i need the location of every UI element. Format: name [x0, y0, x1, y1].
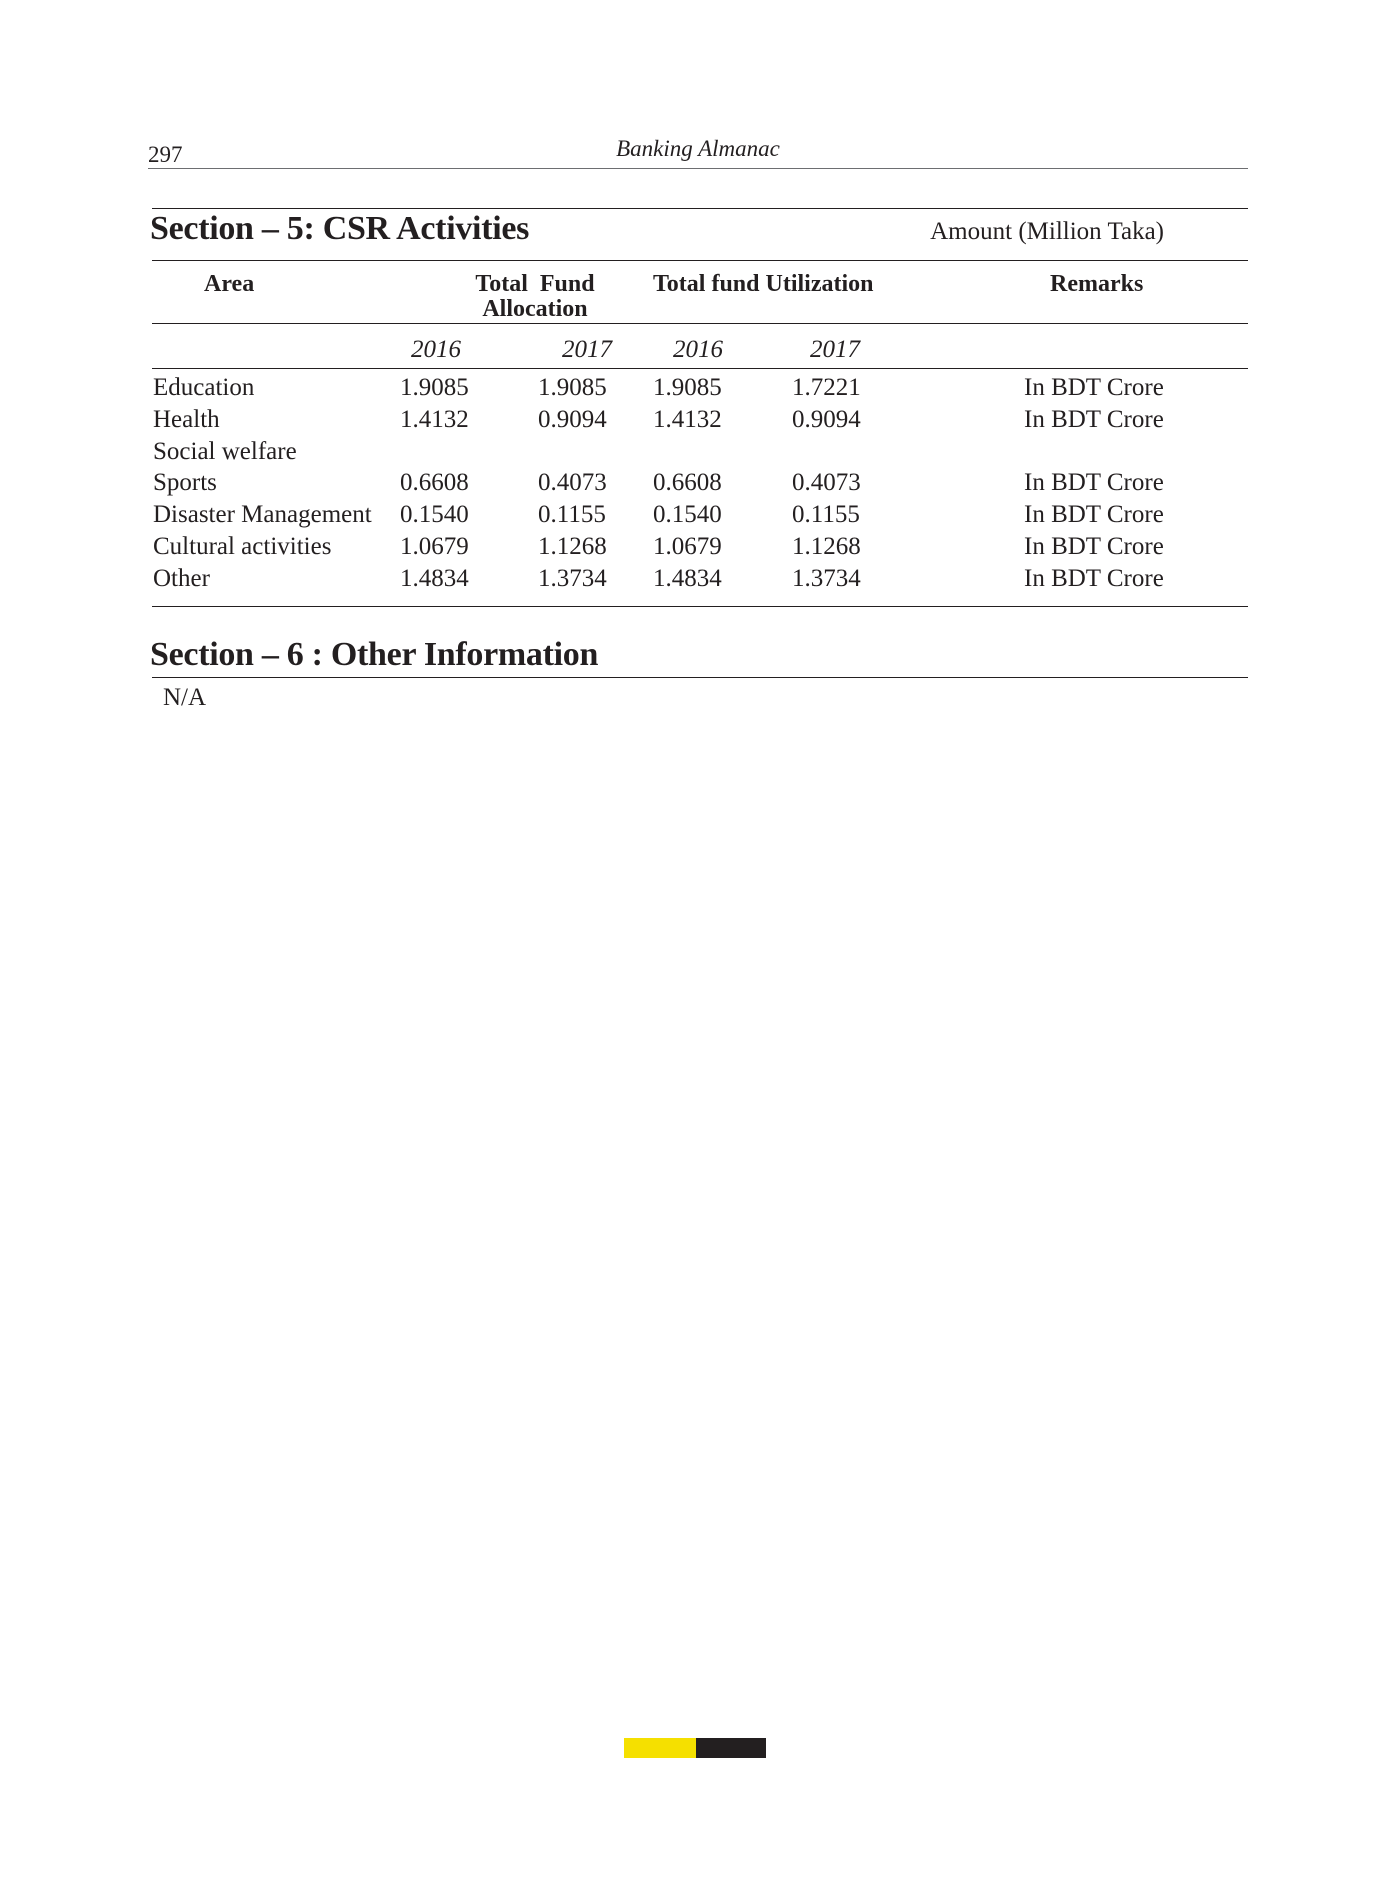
column-header-allocation-line1: Total Fund — [475, 271, 595, 297]
cell-utilization-2016: 1.4132 — [653, 405, 722, 433]
cell-area: Other — [153, 564, 210, 592]
cell-remarks: In BDT Crore — [1024, 469, 1164, 497]
cell-remarks: In BDT Crore — [1024, 374, 1164, 401]
cell-allocation-2017: 1.9085 — [538, 374, 607, 401]
cell-area: Disaster Management — [153, 501, 372, 529]
column-header-utilization: Total fund Utilization — [653, 271, 874, 297]
table-row — [0, 565, 1400, 597]
cell-allocation-2016: 1.4132 — [400, 405, 469, 433]
cell-utilization-2016: 0.1540 — [653, 501, 722, 529]
footer-color-bar-black — [696, 1738, 766, 1758]
cell-allocation-2016: 0.1540 — [400, 501, 469, 529]
table-row — [0, 533, 1400, 565]
year-allocation-2017: 2017 — [562, 336, 612, 363]
cell-utilization-2016: 1.4834 — [653, 564, 722, 592]
table-row — [0, 438, 1400, 470]
year-utilization-2017: 2017 — [810, 336, 860, 363]
cell-allocation-2016: 1.0679 — [400, 532, 469, 560]
running-title: Banking Almanac — [616, 136, 780, 161]
cell-remarks: In BDT Crore — [1024, 501, 1164, 529]
year-allocation-2016: 2016 — [411, 336, 461, 363]
table-row — [0, 406, 1400, 438]
table-row — [0, 469, 1400, 501]
cell-allocation-2016: 1.9085 — [400, 374, 469, 401]
year-utilization-2016: 2016 — [673, 336, 723, 363]
cell-area: Sports — [153, 469, 217, 497]
cell-remarks: In BDT Crore — [1024, 564, 1164, 592]
cell-utilization-2017: 1.7221 — [792, 374, 861, 401]
cell-utilization-2017: 1.1268 — [792, 532, 861, 560]
cell-utilization-2016: 1.0679 — [653, 532, 722, 560]
section5-top-rule — [152, 208, 1248, 209]
page-number: 297 — [148, 142, 183, 167]
table-bottom-rule — [152, 606, 1248, 607]
running-header — [148, 136, 1248, 169]
cell-allocation-2017: 0.1155 — [538, 501, 606, 529]
column-header-remarks: Remarks — [1050, 271, 1144, 297]
amount-unit-note: Amount (Million Taka) — [930, 218, 1164, 245]
table-row — [0, 374, 1400, 406]
cell-allocation-2016: 0.6608 — [400, 469, 469, 497]
cell-allocation-2017: 0.4073 — [538, 469, 607, 497]
cell-allocation-2017: 1.1268 — [538, 532, 607, 560]
section5-title: Section – 5: CSR Activities — [150, 210, 530, 247]
table-row — [0, 501, 1400, 533]
cell-utilization-2017: 0.1155 — [792, 501, 860, 529]
cell-area: Social welfare — [153, 437, 297, 465]
table-header-mid-rule — [152, 323, 1248, 324]
section6-body: N/A — [163, 684, 207, 711]
cell-remarks: In BDT Crore — [1024, 405, 1164, 433]
cell-remarks: In BDT Crore — [1024, 532, 1164, 560]
cell-utilization-2017: 0.4073 — [792, 469, 861, 497]
cell-area: Cultural activities — [153, 532, 332, 560]
cell-area: Health — [153, 405, 220, 433]
cell-utilization-2016: 1.9085 — [653, 374, 722, 401]
table-header-bottom-rule — [152, 368, 1248, 369]
cell-utilization-2016: 0.6608 — [653, 469, 722, 497]
table-header-top-rule — [152, 260, 1248, 261]
cell-allocation-2017: 0.9094 — [538, 405, 607, 433]
cell-utilization-2017: 0.9094 — [792, 405, 861, 433]
footer-color-bar-yellow — [624, 1738, 696, 1758]
cell-area: Education — [153, 374, 255, 401]
column-header-area: Area — [204, 271, 255, 297]
column-header-allocation-line2: Allocation — [482, 296, 588, 322]
cell-utilization-2017: 1.3734 — [792, 564, 861, 592]
cell-allocation-2016: 1.4834 — [400, 564, 469, 592]
column-header-allocation — [440, 272, 630, 322]
csr-table-body — [0, 374, 1400, 597]
cell-allocation-2017: 1.3734 — [538, 564, 607, 592]
section6-title: Section – 6 : Other Information — [150, 636, 599, 673]
section6-rule — [152, 677, 1248, 678]
